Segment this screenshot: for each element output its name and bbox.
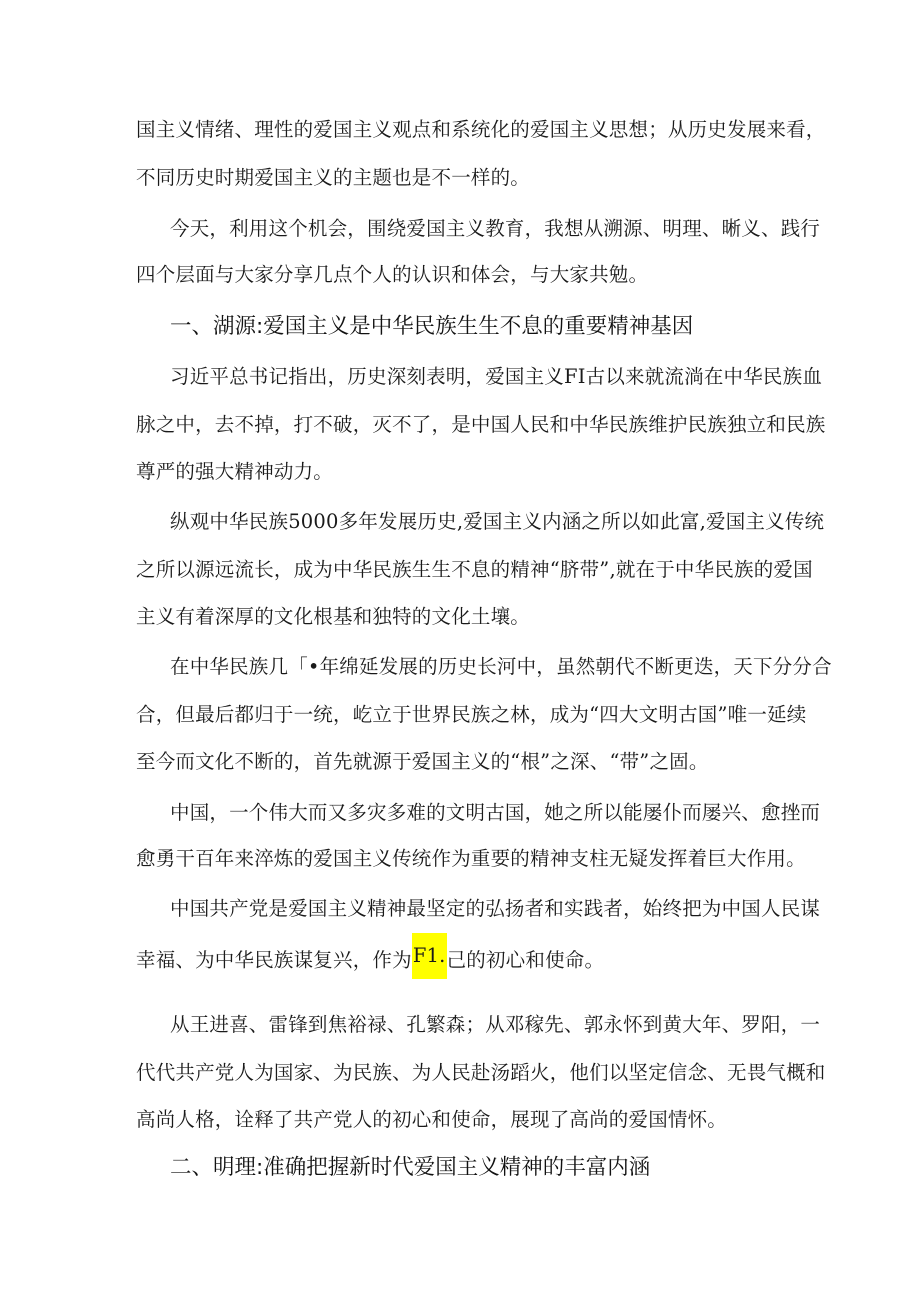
paragraph-first-line: 从王进喜、雷锋到焦裕禄、孔繁森；从邓稼先、郭永怀到黄大年、罗阳，一: [170, 1013, 821, 1036]
text-line: 主义有着深厚的文化根基和独特的文化土壤。: [136, 605, 531, 628]
text-segment: 幸福、为中华民族谋复兴，作为: [136, 948, 412, 972]
paragraph-first-line: 纵观中华民族5000多年发展历史,爱国主义内涵之所以如此富,爱国主义传统: [170, 510, 825, 533]
section-heading-1: 一、湖源:爱国主义是中华民族生生不息的重要精神基因: [170, 314, 694, 339]
text-line: 四个层面与大家分享几点个人的认识和体会，与大家共勉。: [136, 263, 649, 286]
text-line: 不同历史时期爱国主义的主题也是不一样的。: [136, 166, 531, 189]
text-segment: 己的初心和使命。: [446, 948, 605, 972]
text-line: 高尚人格，诠释了共产党人的初心和使命，展现了高尚的爱国情怀。: [136, 1108, 728, 1131]
paragraph-first-line: 在中华民族几「•年绵延发展的历史长河中，虽然朝代不断更迭，天下分分合: [170, 655, 832, 678]
text-line: 至今而文化不断的，首先就源于爱国主义的“根”之深、“带”之固。: [136, 750, 709, 773]
section-heading-2: 二、明理:准确把握新时代爱国主义精神的丰富内涵: [170, 1155, 651, 1180]
text-line: 脉之中，去不掉，打不破，灭不了，是中国人民和中华民族维护民族独立和民族: [136, 413, 826, 436]
text-line: 之所以源远流长，成为中华民族生生不息的精神“脐带”,就在于中华民族的爱国: [136, 558, 813, 581]
text-line: 合，但最后都归于一统，屹立于世界民族之林，成为“四大文明古国”唯一延续: [136, 703, 807, 726]
paragraph-first-line: 中国共产党是爱国主义精神最坚定的弘扬者和实践者，始终把为中国人民谋: [170, 897, 821, 920]
highlighted-text: F1.: [412, 933, 447, 979]
text-line: [136, 943, 604, 979]
text-line: 国主义情绪、理性的爱国主义观点和系统化的爱国主义思想；从历史发展来看，: [136, 118, 826, 141]
text-line: 愈勇干百年来淬炼的爱国主义传统作为重要的精神支柱无疑发挥着巨大作用。: [136, 847, 806, 870]
text-line: 尊严的强大精神动力。: [136, 460, 334, 483]
paragraph-first-line: 习近平总书记指出，历史深刻表明，爱国主义FI古以来就流淌在中华民族血: [170, 365, 823, 388]
paragraph-first-line: 今天，利用这个机会，围绕爱国主义教育，我想从溯源、明理、晰义、践行: [170, 217, 821, 240]
text-line: 代代共产党人为国家、为民族、为人民赴汤蹈火，他们以坚定信念、无畏气概和: [136, 1061, 826, 1084]
paragraph-first-line: 中国，一个伟大而又多灾多难的文明古国，她之所以能屡仆而屡兴、愈挫而: [170, 801, 821, 824]
